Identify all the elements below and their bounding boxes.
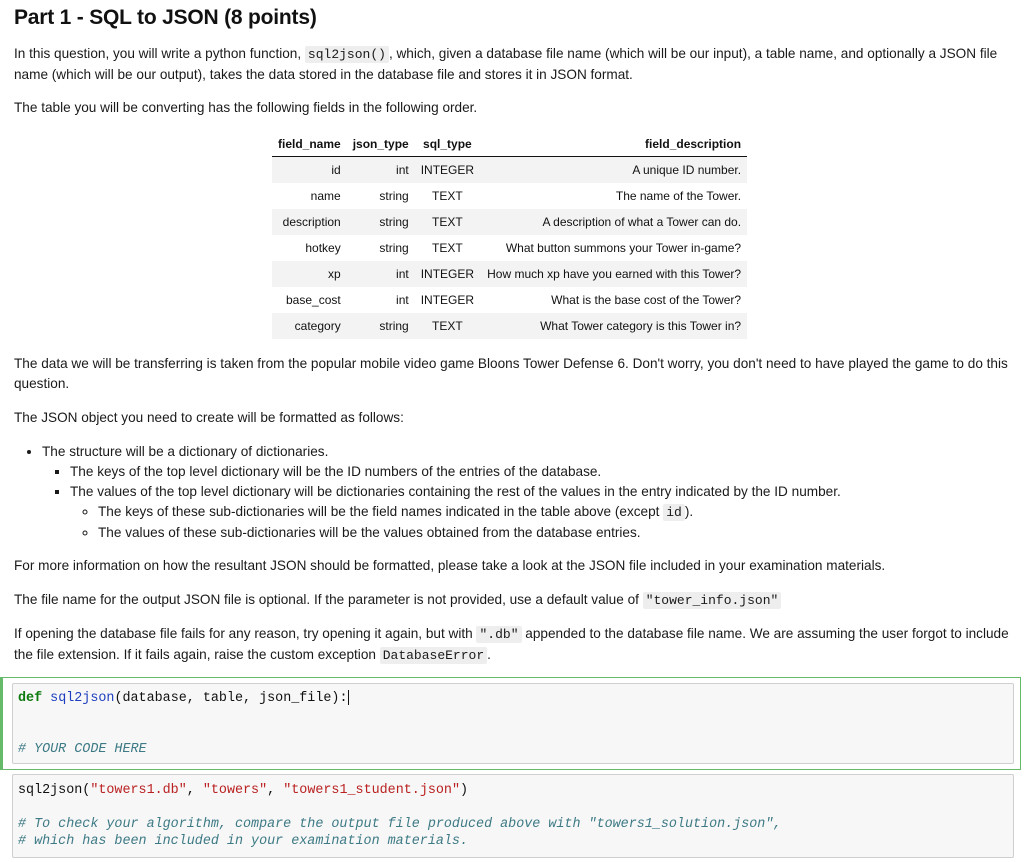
list-item: [70, 482, 841, 543]
table-row: [272, 209, 747, 235]
header-sql-type: sql_type: [415, 132, 480, 157]
list-item: [70, 462, 841, 482]
code-line-comment: [18, 816, 781, 834]
cell-json-type: int: [347, 157, 415, 184]
string-literal: "towers1.db": [90, 783, 187, 798]
code-cell-solution[interactable]: [0, 677, 1021, 770]
table-header-row: [272, 132, 747, 157]
string-literal: "towers": [202, 783, 268, 798]
bullet-text: The keys of the top level dictionary will be the ID numbers of the entries of the database.: [70, 464, 602, 479]
cell-sql-type: TEXT: [432, 241, 463, 255]
fields-table: [272, 132, 747, 339]
call-name: sql2json(: [18, 783, 91, 798]
retry-paragraph: [14, 624, 1014, 666]
header-json-type: json_type: [347, 132, 415, 157]
code-editor[interactable]: [12, 774, 1014, 858]
cell-json-type: string: [347, 313, 415, 339]
json-intro-paragraph: The JSON object you need to create will be formatted as follows:: [14, 410, 404, 425]
cell-json-type: int: [396, 293, 409, 307]
list-item: [42, 442, 841, 543]
cell-json-type: string: [379, 241, 409, 255]
code-comment: # YOUR CODE HERE: [18, 742, 147, 757]
cell-field-name: base_cost: [286, 293, 341, 307]
cell-field-description: How much xp have you earned with this Tower?: [480, 261, 747, 287]
list-item: [98, 523, 841, 543]
string-literal: "towers1_student.json": [283, 783, 461, 798]
more-info-paragraph: For more information on how the resultant JSON should be formatted, please take a look at the JSON file included in your examination materials.: [14, 558, 886, 573]
cell-json-type: int: [347, 261, 415, 287]
cell-sql-type: INTEGER: [415, 157, 480, 184]
code-line-def: [18, 690, 349, 708]
cell-json-type: string: [379, 189, 409, 203]
nested-bullet-list: [42, 462, 841, 543]
header-field-name: field_name: [272, 132, 347, 157]
cell-json-type: string: [347, 209, 415, 235]
cell-field-name: id: [272, 157, 347, 184]
id-code: id: [663, 504, 685, 521]
cell-field-description: What button summons your Tower in-game?: [505, 241, 742, 255]
cell-sql-type: INTEGER: [420, 293, 475, 307]
code-cell-test[interactable]: [0, 772, 1020, 860]
code-line-comment: [18, 741, 147, 759]
cell-sql-type: TEXT: [432, 189, 463, 203]
cell-field-name: hotkey: [305, 241, 341, 255]
text-cursor: [348, 690, 349, 705]
cell-field-description: What Tower category is this Tower in?: [480, 313, 747, 339]
function-params: (database, table, json_file):: [114, 691, 348, 707]
cell-field-description: A description of what a Tower can do.: [480, 209, 747, 235]
intro-text-post: , which, given a database file name (which will be our input), a table name, and optionally a JSON file name (which will be our output), takes the data stored in the database file and stores it in JSON format.: [14, 46, 998, 82]
table-row: [272, 313, 747, 339]
code-line-call: [18, 782, 468, 800]
bullet-text: ).: [684, 504, 694, 519]
code-comment: # which has been included in your examination materials.: [18, 834, 468, 849]
separator: ,: [267, 783, 284, 798]
table-row: [272, 183, 747, 209]
intro-text-pre: In this question, you will write a python function,: [14, 46, 305, 61]
cell-field-description: The name of the Tower.: [615, 189, 742, 203]
exception-name-code: DatabaseError: [380, 647, 487, 664]
bullet-text: The keys of these sub-dictionaries will be the field names indicated in the table above (except: [98, 504, 664, 519]
format-bullet-list: [14, 442, 841, 543]
optional-text: The file name for the output JSON file is optional. If the parameter is not provided, use a default value of: [14, 592, 643, 607]
cell-sql-type: INTEGER: [415, 261, 480, 287]
cell-field-description: A unique ID number.: [480, 157, 747, 184]
default-filename-code: "tower_info.json": [643, 592, 782, 609]
cell-field-name: description: [272, 209, 347, 235]
code-line-comment: [18, 833, 468, 851]
code-comment: # To check your algorithm, compare the output file produced above with "towers1_solution.json",: [18, 817, 782, 832]
db-extension-code: ".db": [476, 626, 521, 643]
cell-field-name: xp: [272, 261, 347, 287]
keyword-def: def: [18, 691, 43, 707]
header-field-description: field_description: [480, 132, 747, 157]
table-row: [272, 235, 747, 261]
table-intro-paragraph: The table you will be converting has the following fields in the following order.: [14, 100, 478, 115]
data-source-paragraph: The data we will be transferring is taken from the popular mobile video game Bloons Tower Defense 6. Don't worry, you don't need to have played the game to do this question.: [14, 356, 1008, 391]
cell-sql-type: TEXT: [415, 313, 480, 339]
list-item: [98, 502, 841, 523]
retry-text-mid: appended to the database file name. We are assuming the user forgot to include the file extension. If it fails again, raise the custom exception: [14, 626, 1009, 662]
section-title: Part 1 - SQL to JSON (8 points): [14, 6, 317, 29]
close-paren: ): [460, 783, 469, 798]
retry-text-pre: If opening the database file fails for any reason, try opening it again, but with: [14, 626, 477, 641]
bullet-text: The values of the top level dictionary will be dictionaries containing the rest of the values in the entry indicated by the ID number.: [70, 484, 841, 499]
table-row: [272, 157, 747, 184]
table-row: [272, 287, 747, 313]
nested-bullet-list: [70, 502, 841, 543]
cell-field-name: name: [310, 189, 341, 203]
cell-field-name: category: [272, 313, 347, 339]
function-name-code: sql2json(): [305, 46, 389, 63]
bullet-text: The structure will be a dictionary of dictionaries.: [42, 444, 329, 459]
table-row: [272, 261, 747, 287]
separator: ,: [186, 783, 203, 798]
optional-filename-paragraph: [14, 590, 1014, 611]
code-editor[interactable]: [12, 683, 1014, 764]
bullet-text: The values of these sub-dictionaries will be the values obtained from the database entries.: [98, 525, 641, 540]
function-name: sql2json: [50, 691, 115, 707]
intro-paragraph: [14, 44, 1014, 85]
cell-field-description: What is the base cost of the Tower?: [551, 293, 742, 307]
cell-sql-type: TEXT: [415, 209, 480, 235]
retry-text-post: .: [487, 647, 491, 662]
